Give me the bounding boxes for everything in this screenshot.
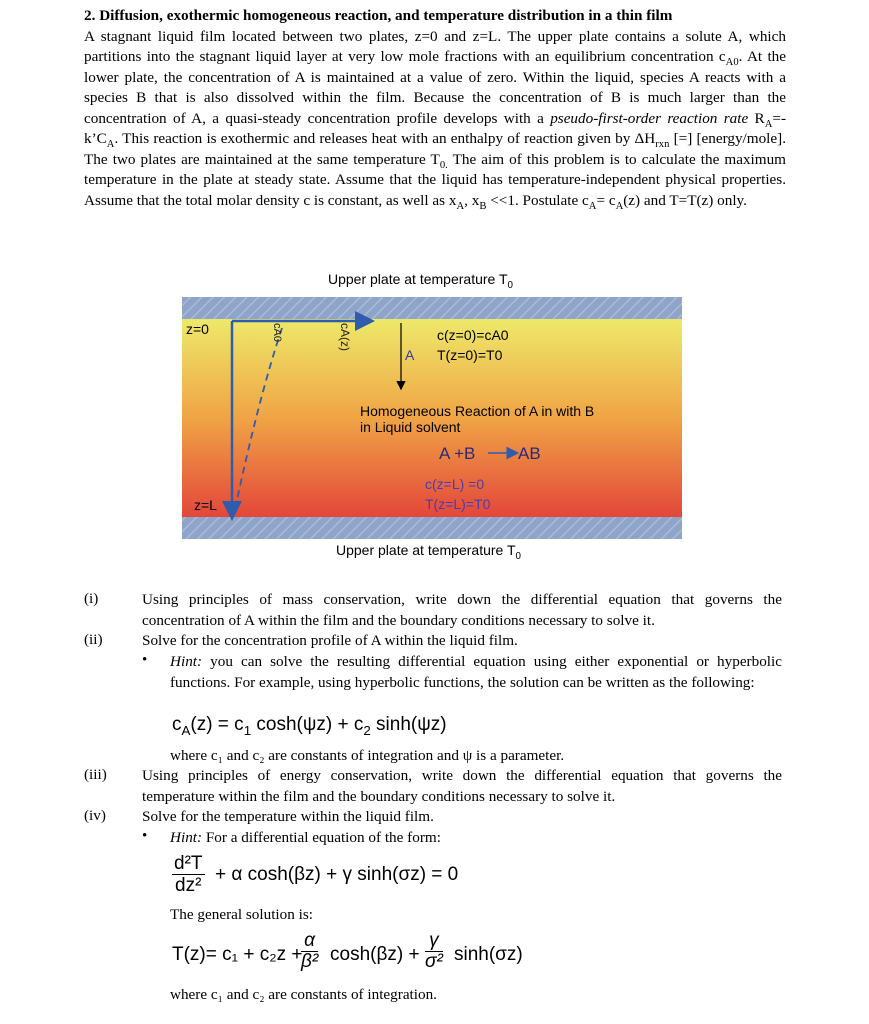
upper-plate [182, 297, 682, 319]
hint2-bullet: • [142, 828, 148, 844]
hint2-after: where c₁ and c₂ are constants of integration. [170, 986, 437, 1003]
bc-bottom-concentration: c(z=L) =0 [425, 476, 485, 492]
diagram-top-label: Upper plate at temperature $T_0$ [328, 271, 513, 291]
hint1-text: Hint: you can solve the resulting differential equation using either exponential or hyperbolic functions. For example, using hyperbolic functions, the solution can be written as the following: [170, 653, 782, 691]
reaction-description-2: in Liquid solvent [360, 419, 461, 435]
z0-label: z=0 [186, 321, 209, 337]
bc-bottom-temperature: T(z=L)=T0 [425, 496, 491, 512]
question-text-3: Using principles of energy conservation, write down the differential equation that governs the temperature within the film and the boundary conditions necessary to solve it. [142, 767, 782, 805]
cA0-axis-label: cA0 [271, 323, 283, 342]
equation-temperature-ode-rest: + α cosh(βz) + γ sinh(σz) = 0 [215, 864, 459, 885]
equation-general-solution-lhs: T(z)= c₁ + c₂z + [172, 944, 303, 965]
fraction-alpha-beta: α β² [301, 930, 319, 972]
lower-plate [182, 517, 682, 539]
cAz-axis-label: cA(z) [338, 323, 352, 351]
question-text-2: Solve for the concentration profile of A within the liquid film. [142, 632, 518, 649]
question-number-4: (iv) [84, 807, 106, 824]
equation-general-solution-tail: sinh(σz) [454, 944, 523, 965]
question-number-2: (ii) [84, 631, 103, 648]
question-number-3: (iii) [84, 766, 107, 783]
zL-label: z=L [194, 497, 217, 513]
fraction-gamma-sigma: γ σ² [425, 930, 443, 972]
reaction-rhs: AB [518, 444, 541, 463]
problem-body: A stagnant liquid film located between two plates, z=0 and z=L. The upper plate contains a solute A, which partitions into the stagnant liquid layer at very low mole fractions with an equilibrium concentration $c_{A0}$. At the lower plate, the concentration of A is maintained at a value of zero. Within the liquid, species A reacts with a species B that is also dissolved within the film. Because the concentration of B is much larger than the concentration of A, a quasi-steady concentration profile develops with a pseudo-first-order reaction rate $R_A=-k’C_A$. This reaction is exothermic and releases heat with an enthalpy of reaction given by $\Delta H_{rxn}$ [=] [energy/mole]. The two plates are maintained at the same temperature $T_{0.}$ The aim of this problem is to calculate the maximum temperature in the plate at steady state. Assume that the liquid has temperature-independent physical properties. Assume that the total molar density c is constant, as well as $x_A$, $x_B <<1$. Postulate $c_A= c_A(z)$ and T=T(z) only. [84, 27, 787, 212]
equation-general-solution-mid: cosh(βz) + [330, 944, 420, 965]
species-A-mark: A [405, 347, 415, 363]
hint2-text: Hint: For a differential equation of the form: [170, 829, 441, 846]
equation-concentration: $c_A(z) = c_1$ $\cosh(\psi z) + c_2$ sinh(ψz) [172, 714, 447, 738]
diagram-bottom-label: Upper plate at temperature $T_0$ [336, 542, 521, 562]
bc-top-temperature: T(z=0)=T0 [437, 347, 503, 363]
bc-top-concentration: c(z=0)=cA0 [437, 327, 509, 343]
reaction-description-1: Homogeneous Reaction of A in with B [360, 403, 595, 419]
question-text-1: Using principles of mass conservation, write down the differential equation that governs the concentration of A within the film and the boundary conditions necessary to solve it. [142, 591, 782, 629]
question-number-1: (i) [84, 590, 99, 607]
problem-title: 2. Diffusion, exothermic homogeneous reaction, and temperature distribution in a thin film [84, 7, 673, 24]
equation-temperature-ode: d²T dz² [174, 853, 203, 896]
reaction-lhs: A +B [439, 444, 476, 463]
question-text-4: Solve for the temperature within the liquid film. [142, 808, 434, 825]
general-solution-label: The general solution is: [170, 906, 313, 923]
hint1-bullet: • [142, 652, 148, 668]
hint1-after: where c₁ and c₂ are constants of integration and ψ is a parameter. [170, 747, 565, 764]
